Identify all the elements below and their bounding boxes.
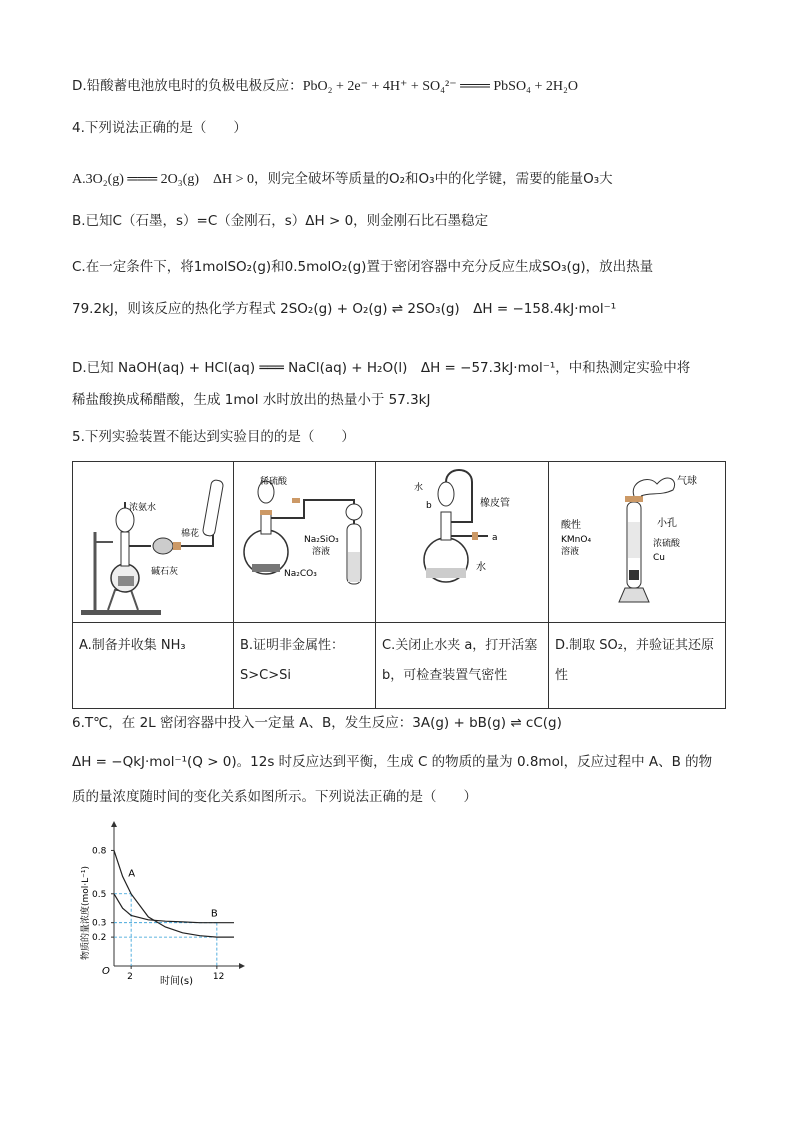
apparatus-b-image — [234, 462, 375, 622]
q4-a-equation: A.3O₂(g) ═══ 2O₃(g) ΔH > 0 — [72, 172, 255, 187]
q4-option-b: B.已知C（石墨，s）=C（金刚石，s）ΔH > 0，则金刚石比石墨稳定 — [72, 213, 489, 229]
q6-line2: ΔH = −QkJ·mol⁻¹(Q > 0)。12s 时反应达到平衡，生成 C 的物质的量为 0.8mol，反应过程中 A、B 的物 — [72, 754, 713, 770]
label-sodium-carbonate: Na₂CO₃ — [284, 569, 317, 579]
q4-a-text: ，则完全破坏等质量的O₂和O₃中的化学键，需要的能量O₃大 — [254, 171, 613, 187]
q4-option-c-line1: C.在一定条件下，将1molSO₂(g)和0.5molO₂(g)置于密闭容器中充分反应生成SO₃(g)，放出热量 — [72, 259, 654, 275]
q4-option-d-line1: D.已知 NaOH(aq) + HCl(aq) ═══ NaCl(aq) + H₂O(l) ΔH = −57.3kJ·mol⁻¹，中和热测定实验中将 — [72, 360, 691, 376]
y-tick-label-3: 0.2 — [92, 933, 107, 944]
label-water-flask: 水 — [476, 562, 486, 573]
apparatus-c-image — [376, 462, 548, 622]
label-solution-d: 溶液 — [561, 547, 580, 557]
q4-option-c-line2: 79.2kJ，则该反应的热化学方程式 2SO₂(g) + O₂(g) ⇌ 2SO₃(g) ΔH = −158.4kJ·mol⁻¹ — [72, 301, 617, 317]
y-tick-label-0: 0.8 — [92, 846, 107, 857]
label-conc-sulfuric: 浓硫酸 — [653, 539, 681, 549]
y-tick-label-1: 0.5 — [92, 889, 107, 900]
label-clamp-a: a — [492, 533, 498, 543]
apparatus-a-image — [73, 462, 233, 622]
q5-apparatus-table — [72, 461, 726, 709]
label-copper: Cu — [653, 553, 665, 563]
concentration-time-chart — [74, 820, 254, 990]
q6-line3: 质的量浓度随时间的变化关系如图所示。下列说法正确的是（ ） — [72, 789, 477, 805]
label-small-hole: 小孔 — [657, 518, 677, 529]
option-a-caption: A.制备并收集 NH₃ — [79, 638, 186, 653]
apparatus-d-image — [549, 462, 725, 622]
x-tick-label-0: 2 — [127, 972, 133, 982]
y-tick-label-2: 0.3 — [92, 918, 107, 929]
series-label-A: A — [128, 868, 136, 880]
q3-option-d — [72, 76, 578, 97]
series-line-A — [114, 850, 234, 937]
label-conc-ammonia: 浓氨水 — [129, 503, 157, 513]
series-label-B: B — [210, 908, 218, 920]
y-axis-label: 物质的量浓度(mol·L⁻¹) — [81, 865, 91, 960]
label-acidic: 酸性 — [561, 520, 581, 531]
q3-d-prefix: D.铅酸蓄电池放电时的负极电极反应： — [72, 78, 303, 94]
label-kmno4: KMnO₄ — [561, 535, 592, 545]
x-tick-label-1: 12 — [212, 972, 225, 982]
label-balloon: 气球 — [677, 476, 697, 487]
label-cotton: 棉花 — [181, 529, 200, 539]
label-rubber-tube: 橡皮管 — [480, 498, 510, 509]
q4-stem: 4.下列说法正确的是（ ） — [72, 120, 247, 136]
q4-option-a — [72, 169, 613, 190]
label-soda-lime: 碱石灰 — [151, 567, 179, 577]
label-stopcock-b: b — [426, 501, 432, 511]
option-c-caption: C.关闭止水夹 a，打开活塞 b，可检查装置气密性 — [382, 638, 538, 683]
q3-d-equation: PbO₂ + 2e⁻ + 4H⁺ + SO₄²⁻ ═══ PbSO₄ + 2H₂O — [302, 79, 578, 94]
origin-label: O — [102, 966, 110, 977]
label-solution-b: 溶液 — [312, 547, 331, 557]
q5-stem: 5.下列实验装置不能达到实验目的的是（ ） — [72, 429, 355, 445]
option-b-caption: B.证明非金属性：S>C>Si — [240, 638, 345, 683]
q4-option-d-line2: 稀盐酸换成稀醋酸，生成 1mol 水时放出的热量小于 57.3kJ — [72, 392, 431, 408]
label-sodium-silicate: Na₂SiO₃ — [304, 535, 339, 545]
option-d-caption: D.制取 SO₂，并验证其还原性 — [555, 638, 714, 683]
label-water-top: 水 — [414, 483, 424, 493]
q6-line1: 6.T℃，在 2L 密闭容器中投入一定量 A、B，发生反应：3A(g) + bB(g) ⇌ cC(g) — [72, 715, 562, 731]
label-dilute-sulfuric-acid: 稀硫酸 — [260, 477, 288, 487]
x-axis-label: 时间(s) — [160, 976, 194, 987]
